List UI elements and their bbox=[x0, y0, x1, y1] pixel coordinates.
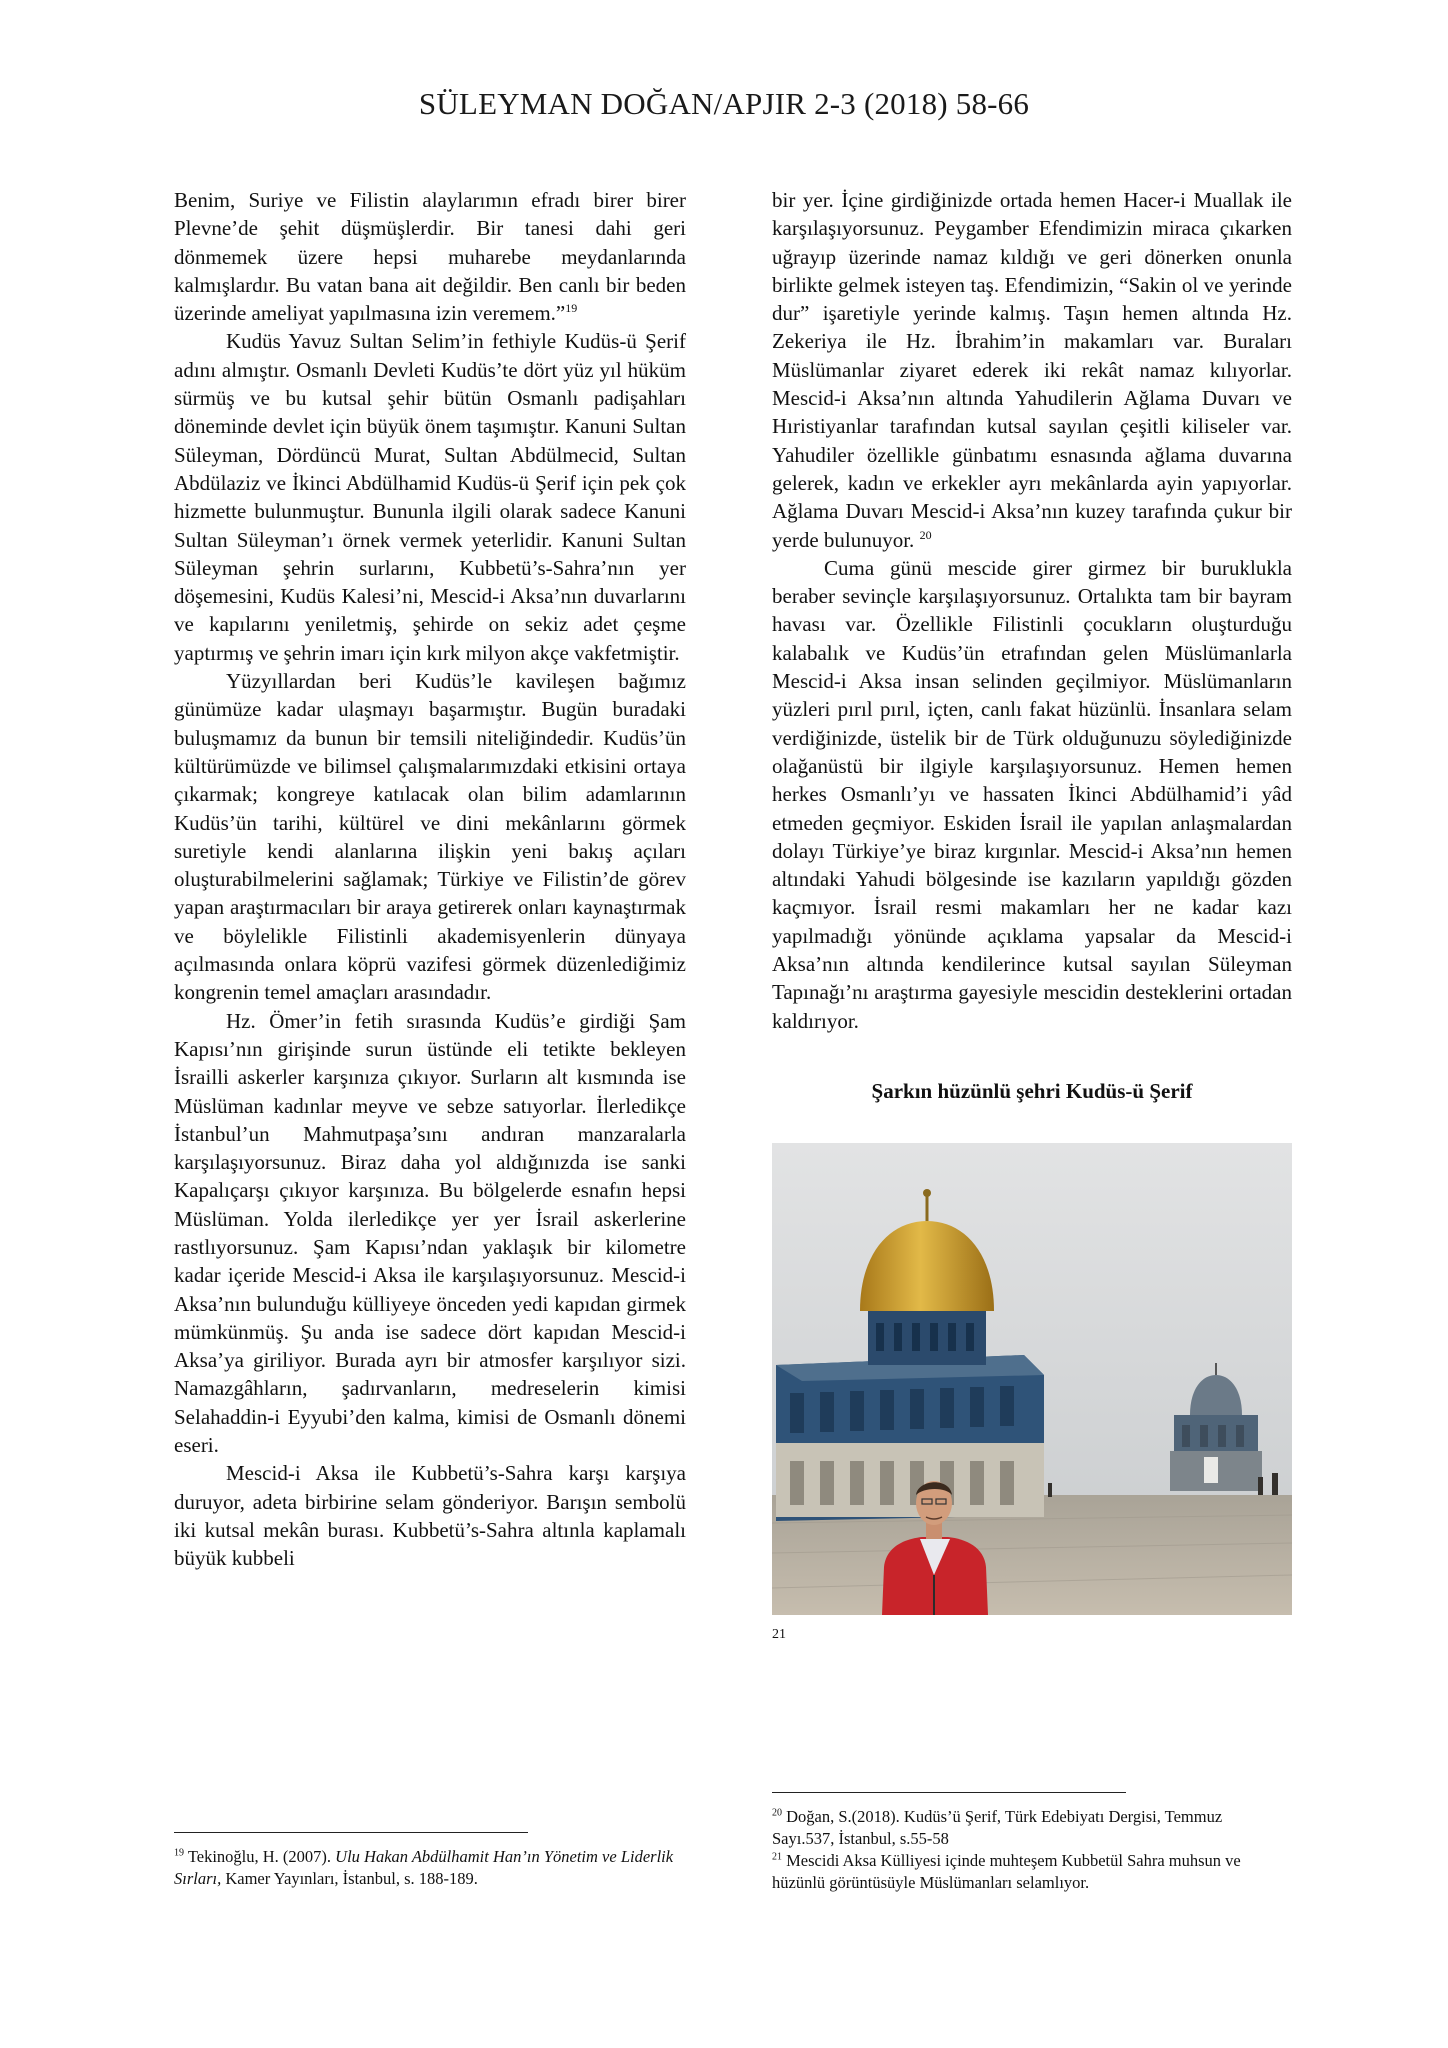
dome-of-the-rock-photo bbox=[772, 1143, 1292, 1615]
running-header: SÜLEYMAN DOĞAN/APJIR 2-3 (2018) 58-66 bbox=[418, 86, 1030, 121]
left-paragraph-5: Mescid-i Aksa ile Kubbetü’s-Sahra karşı karşıya duruyor, adeta birbirine selam gönderiyor. Barışın sembolü iki kutsal mekân burası. Kubbetü’s-Sahra altınla kaplamalı büyük kubbeli bbox=[174, 1461, 686, 1571]
footnote-ref-19[interactable]: 19 bbox=[565, 301, 578, 316]
footnote-ref-20[interactable]: 20 bbox=[919, 527, 932, 542]
left-paragraph-4: Hz. Ömer’in fetih sırasında Kudüs’e girdiği Şam Kapısı’nın girişinde surun üstünde eli tetikte bekleyen İsrailli askerler karşınıza çıkıyor. Surların alt kısmında ise Müslüman kadınlar meyve ve sebze satıyorlar. İlerledikçe İstanbul’un Mahmutpaşa’sını andıran manzaralarla karşılaşıyorsunuz. Biraz daha yol aldığınızda ise sanki Kapalıçarşı çıkıyor karşınıza. Bu bölgelerde esnafın hepsi Müslüman. Yolda ilerledikçe yer yer İsrail askerlerine rastlıyorsunuz. Şam Kapısı’ndan yaklaşık bir kilometre kadar içeride Mescid-i Aksa ile karşılaşıyorsunuz. Mescid-i Aksa’nın bulunduğu külliyeye önceden yedi kapıdan girmek mümkünmüş. Şu anda ise sadece dört kapıdan Mescid-i Aksa’ya giriliyor. Burada ayrı bir atmosfer karşılıyor sizi. Namazgâhların, şadırvanların, medreselerin kimisi Selahaddin-i Eyyubi’den kalma, kimisi de Osmanlı dönemi eseri. bbox=[174, 1008, 686, 1458]
right-paragraph-2: Cuma günü mescide girer girmez bir buruklukla beraber sevinçle karşılaşıyorsunuz. Ortalıkta tam bir bayram havası var. Özellikle Filistinli çocukların oluşturduğu kalabalık ve Kudüs’ün etrafından gelen Müslümanlarla Mescid-i Aksa insan selinden geçilmiyor. Müslümanların yüzleri pırıl pırıl, içten, canlı fakat hüzünlü. İnsanlara selam verdiğinizde, üstelik bir de Türk olduğunuzu söylediğinizde olağanüstü bir ilgiyle karşılaşıyorsunuz. Hemen hemen herkes Osmanlı’yı ve hassaten İkinci Abdülhamid’i yâd etmeden geçmiyor. Eskiden İsrail ile yapılan anlaşmalardan dolayı Türkiye’ye biraz kırgınlar. Mescid-i Aksa’nın hemen altındaki Yahudi bölgesinde ise kazıların yapıldığı gözden kaçmıyor. İsrail resmi makamları her ne kadar kazı yapılmadığı yönünde açıklama yapsalar da Mescid-i Aksa’nın altında kendilerince kutsal sayılan Süleyman Tapınağı’nı araştırma gayesiyle mescidin desteklerini ortadan kaldırıyor. bbox=[772, 555, 1292, 1033]
left-paragraph-1: Benim, Suriye ve Filistin alaylarımın efradı birer birer Plevne’de şehit düşmüşlerdir. Bir tanesi dahi geri dönmemek üzere hepsi muharebe meydanlarında kalmışlardır. Bu vatan bana ait değildir. Ben canlı bir beden üzerinde ameliyat yapılmasına izin veremem.”$^{19}$ bbox=[174, 188, 686, 326]
footnotes-left bbox=[174, 1846, 694, 1890]
left-paragraph-2: Kudüs Yavuz Sultan Selim’in fethiyle Kudüs-ü Şerif adını almıştır. Osmanlı Devleti Kudüs’te dört yüz yıl hüküm sürmüş ve bu kutsal şehir bütün Osmanlı padişahları döneminde devlet için büyük önem taşımıştır. Kanuni Sultan Süleyman, Dördüncü Murat, Sultan Abdülmecid, Sultan Abdülaziz ve İkinci Abdülhamid Kudüs-ü Şerif için pek çok hizmette bulunmuştur. Bununla ilgili olarak sadece Kanuni Sultan Süleyman’ı örnek vermek yeterlidir. Kanuni Sultan Süleyman şehrin surlarını, Kubbetü’s-Sahra’nın yer döşemesini, Kudüs Kalesi’ni, Mescid-i Aksa’nın duvarlarını ve kapılarını yeniletmiş, şehirde on sekiz adet çeşme yaptırmış ve şehrin imarı için kırk milyon akçe vakfetmiştir. bbox=[174, 329, 686, 665]
footnote-rule-right bbox=[772, 1792, 1126, 1793]
footnotes-right bbox=[772, 1806, 1262, 1894]
left-paragraph-3: Yüzyıllardan beri Kudüs’le kavileşen bağımız günümüze kadar ulaşmayı başarmıştır. Bugün buradaki buluşmamız da bunun bir temsili niteliğindedir. Kudüs’ün kültürümüzde ve bilimsel çalışmalarımızdaki etkisini ortaya çıkarmak; kongreye katılacak olan bilim adamlarının Kudüs’ün tarihi, kültürel ve dini mekânlarını görmek suretiyle kendi alanlarına ilişkin yeni bakış açıları oluşturabilmelerini sağlamak; Türkiye ve Filistin’de görev yapan araştırmacıları bir araya getirerek onları kaynaştırmak ve böylelikle Filistinli akademisyenlerin dünyaya açılmasında onlara köprü vazifesi görmek düzenlediğimiz kongrenin temel amaçları arasındadır. bbox=[174, 669, 686, 1005]
footnote-20: $^{20}$ Doğan, S.(2018). Kudüs’ü Şerif, Türk Edebiyatı Dergisi, Temmuz Sayı.537, İstanbul, s.55-58 bbox=[772, 1807, 1223, 1848]
right-column bbox=[772, 186, 1292, 1650]
footnote-21: $^{21}$ Mescidi Aksa Külliyesi içinde muhteşem Kubbetül Sahra muhsun ve hüzünlü görüntüsüyle Müslümanları selamlıyor. bbox=[772, 1851, 1241, 1892]
footnote-19: $^{19}$ Tekinoğlu, H. (2007). Ulu Hakan Abdülhamit Han’ın Yönetim ve Liderlik Sırları, Kamer Yayınları, İstanbul, s. 188-189. bbox=[174, 1847, 674, 1888]
footnote-rule-left bbox=[174, 1832, 528, 1833]
section-heading: Şarkın hüzünlü şehri Kudüs-ü Şerif bbox=[871, 1078, 1193, 1103]
figure-number: 21 bbox=[772, 1627, 786, 1643]
right-paragraph-1: bir yer. İçine girdiğinizde ortada hemen Hacer-i Muallak ile karşılaşıyorsunuz. Peygamber Efendimizin miraca çıkarken uğrayıp üzerinde namaz kıldığı ve geri dönerken onunla birlikte gelmek isteyen taş. Efendimizin, “Sakin ol ve yerinde dur” işaretiyle yerinde kalmış. Taşın hemen altında Hz. Zekeriya ile Hz. İbrahim’in makamları var. Buraları Müslümanlar ziyaret ederek iki rekât namaz kılıyorlar. Mescid-i Aksa’nın altında Yahudilerin Ağlama Duvarı ve Hıristiyanlar tarafından kutsal sayılan çeşitli kiliseler var. Yahudiler özellikle günbatımı esnasında ağlama duvarına gelerek, kadın ve erkekler ayrı mekânlarda ayin yapıyorlar. Ağlama Duvarı Mescid-i Aksa’nın kuzey tarafında çukur bir yerde bulunuyor. $^{20}$ bbox=[772, 188, 1292, 552]
left-column bbox=[174, 186, 686, 1573]
photo-illustration bbox=[772, 1143, 1292, 1615]
